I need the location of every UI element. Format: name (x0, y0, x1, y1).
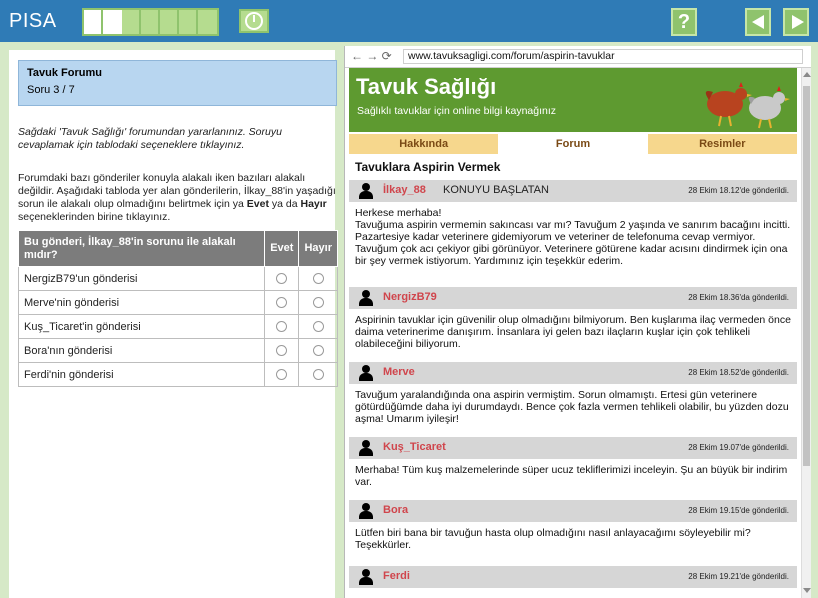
forum-title: Tavuklara Aspirin Vermek (355, 160, 501, 174)
browser-nav-buttons[interactable]: ← → ⟳ (351, 49, 392, 63)
yes-radio[interactable] (276, 297, 287, 308)
row-label: Kuş_Ticaret'in gönderisi (19, 315, 265, 339)
yes-cell (265, 291, 299, 315)
table-header-no: Hayır (299, 231, 338, 267)
main-frame (0, 42, 818, 598)
url-field[interactable]: www.tavuksagligi.com/forum/aspirin-tavuklar (403, 49, 803, 64)
page-scrollbar[interactable] (801, 68, 811, 598)
progress-segment (160, 10, 179, 34)
forum-post (349, 500, 797, 557)
browser-panel (344, 46, 810, 598)
description-text: Forumdaki bazı gönderiler konuyla alakalı iken bazıları alakalı değildir. Aşağıdaki tabloda yer alan gönderilerin, İlkay_88'in yaşadığı sorun ile alakalı olup olmadığını belirtmek için ya (18, 172, 336, 210)
app-title: PISA (9, 10, 57, 32)
description-text: ya da (268, 198, 301, 210)
user-icon (358, 183, 374, 199)
menu-tab-about[interactable]: Hakkında (399, 138, 449, 150)
post-body: Lütfen biri bana bir tavuğun hasta olup olmadığını nasıl anlayacağımı söyleyebilir mi? Teşekkürler. (349, 522, 797, 557)
menu-tab-pictures[interactable]: Resimler (699, 138, 746, 150)
forum-post (349, 362, 797, 431)
yes-radio[interactable] (276, 273, 287, 284)
scroll-thumb[interactable] (803, 86, 810, 466)
no-cell (299, 267, 338, 291)
user-icon (358, 365, 374, 381)
no-radio[interactable] (313, 345, 324, 356)
user-icon (358, 290, 374, 306)
progress-segment (122, 10, 141, 34)
post-username[interactable]: Bora (383, 504, 409, 516)
post-username[interactable]: Ferdi (383, 570, 410, 582)
yes-radio[interactable] (276, 345, 287, 356)
progress-indicator (82, 8, 219, 36)
progress-segment (84, 10, 103, 34)
question-header (18, 60, 337, 106)
no-cell (299, 363, 338, 387)
table-row (19, 291, 338, 315)
post-date: 28 Ekim 18.12'de gönderildi. (688, 186, 789, 195)
chickens-illustration (695, 74, 791, 130)
yes-cell (265, 339, 299, 363)
post-username[interactable]: NergizB79 (383, 291, 437, 303)
user-icon (358, 569, 374, 585)
user-icon (358, 440, 374, 456)
forum-post (349, 437, 797, 494)
user-icon (358, 503, 374, 519)
site-menu (349, 134, 797, 154)
description-text: seçeneklerinden birine tıklayınız. (18, 211, 171, 223)
answer-table (18, 230, 338, 387)
web-page (345, 68, 801, 598)
table-row (19, 267, 338, 291)
menu-tab-forum[interactable]: Forum (498, 134, 647, 154)
question-title: Tavuk Forumu (27, 67, 102, 79)
post-header (349, 362, 797, 384)
arrow-left-icon (752, 15, 764, 29)
address-bar (345, 46, 811, 68)
post-username[interactable]: Merve (383, 366, 415, 378)
post-date: 28 Ekim 19.15'de gönderildi. (688, 506, 789, 515)
post-header (349, 437, 797, 459)
post-body: Herkese merhaba! Tavuğuma aspirin vermemin sakıncası var mı? Tavuğum 2 yaşında ve sanırım bacağını incitti. Pazartesiye kadar veterinere gidemiyorum ve veteriner de telefonuma cevap vermiyor. Tavuğum çok acı çekiyor gibi görünüyor. Veterinere götürene kadar acısını dindirmek için ona bir şey vermek istiyorum. Yardımınız için teşekkür ederim. (349, 202, 797, 273)
post-header (349, 566, 797, 588)
next-button[interactable] (783, 8, 809, 36)
yes-radio[interactable] (276, 369, 287, 380)
site-tagline: Sağlıklı tavuklar için online bilgi kaynağınız (357, 105, 557, 117)
progress-segment (179, 10, 198, 34)
description-yes: Evet (246, 198, 269, 210)
post-header (349, 500, 797, 522)
site-title: Tavuk Sağlığı (356, 74, 497, 99)
topic-starter-label: KONUYU BAŞLATAN (443, 184, 549, 196)
no-radio[interactable] (313, 273, 324, 284)
post-date: 28 Ekim 18.36'da gönderildi. (688, 293, 789, 302)
no-cell (299, 339, 338, 363)
question-counter: Soru 3 / 7 (27, 84, 75, 96)
table-row (19, 339, 338, 363)
post-username[interactable]: İlkay_88 (383, 184, 426, 196)
table-header-yes: Evet (265, 231, 299, 267)
progress-segment (141, 10, 160, 34)
clock-icon (245, 12, 263, 30)
table-row (19, 363, 338, 387)
row-label: Merve'nin gönderisi (19, 291, 265, 315)
progress-segment-current (103, 10, 122, 34)
scroll-up-icon[interactable] (803, 72, 811, 77)
yes-radio[interactable] (276, 321, 287, 332)
no-radio[interactable] (313, 297, 324, 308)
forum-post (349, 287, 797, 356)
no-cell (299, 315, 338, 339)
yes-cell (265, 315, 299, 339)
help-button[interactable]: ? (671, 8, 697, 36)
yes-cell (265, 363, 299, 387)
post-date: 28 Ekim 19.07'de gönderildi. (688, 443, 789, 452)
table-row (19, 315, 338, 339)
row-label: Ferdi'nin gönderisi (19, 363, 265, 387)
site-banner (349, 68, 797, 132)
question-panel (9, 50, 335, 598)
no-radio[interactable] (313, 321, 324, 332)
post-date: 28 Ekim 18.52'de gönderildi. (688, 368, 789, 377)
timer-button[interactable] (239, 9, 269, 33)
description-no: Hayır (300, 198, 327, 210)
previous-button[interactable] (745, 8, 771, 36)
arrow-right-icon (792, 15, 804, 29)
row-label: NergizB79'un gönderisi (19, 267, 265, 291)
forum-post (349, 566, 797, 588)
progress-segment (198, 10, 217, 34)
post-header (349, 180, 797, 202)
row-label: Bora'nın gönderisi (19, 339, 265, 363)
post-body: Merhaba! Tüm kuş malzemelerinde süper ucuz tekliflerimizi inceleyin. Şu an büyük bir indirim var. (349, 459, 797, 494)
table-header-question: Bu gönderi, İlkay_88'in sorunu ile alakalı mıdır? (19, 231, 265, 267)
post-body: Tavuğum yaralandığında ona aspirin vermiştim. Sorun olmamıştı. Ertesi gün veterinere götürdüğümde daha iyi durumdaydı. Bence çok fazla vermen tehlikeli olabilir, bu yüzden dozu aşma! Umarım iyileşir! (349, 384, 797, 431)
scroll-down-icon[interactable] (803, 588, 811, 593)
top-bar (0, 0, 818, 42)
question-description (18, 172, 340, 224)
question-instruction: Sağdaki 'Tavuk Sağlığı' forumundan yararlanınız. Soruyu cevaplamak için tablodaki seçeneklere tıklayınız. (18, 126, 282, 151)
post-header (349, 287, 797, 309)
post-date: 28 Ekim 19.21'de gönderildi. (688, 572, 789, 581)
forum-post (349, 180, 797, 273)
post-body: Aspirinin tavuklar için güvenilir olup olmadığını bilmiyorum. Ben kuşlarıma ilaç vermeden önce daima veterinerime danışırım. İnsanlara iyi gelen bazı ilaçların kuşlar için çok tehlikeli olabileceğini biliyorum. (349, 309, 797, 356)
no-radio[interactable] (313, 369, 324, 380)
post-username[interactable]: Kuş_Ticaret (383, 441, 446, 453)
yes-cell (265, 267, 299, 291)
no-cell (299, 291, 338, 315)
